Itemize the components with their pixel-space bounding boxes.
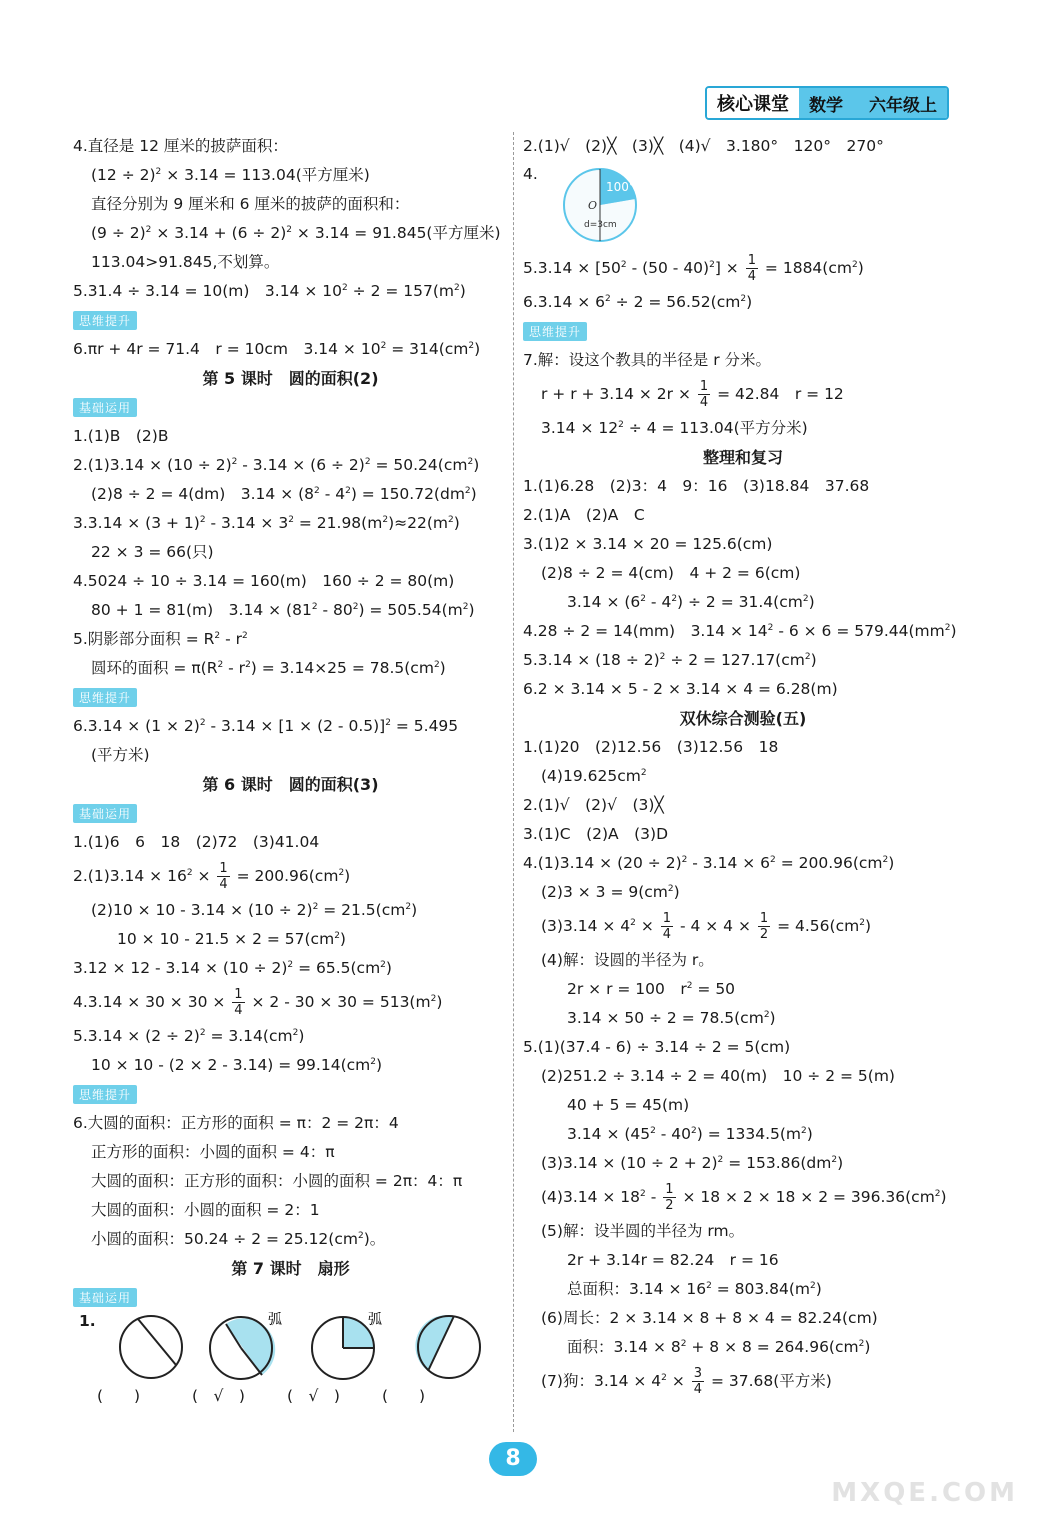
circle-figure-1 (116, 1312, 186, 1382)
answer-line: 5.31.4 ÷ 3.14 = 10(m) $3.14 \times 10^2 \div 2 = 157(m^2)$ (73, 282, 466, 300)
fraction: $\frac{1}{4}$ (747, 253, 756, 284)
arc-label: 弧 (267, 1312, 282, 1328)
section-badge: 思维提升 (73, 683, 508, 712)
answer-line: r + r + 3.14 × 2r × $\frac{1}{4}$ = 42.84 r = 12 (541, 379, 844, 410)
answer-line: (7)狗：$3.14 \times 4^2$ × $\frac{3}{4}$ = 37.68(平方米) (541, 1366, 832, 1397)
question-number: 1. (79, 1312, 96, 1330)
section-badge: 思维提升 (523, 317, 963, 346)
answer-line: $2.(1)3.14 \times 16^2$ × $\frac{1}{4}$ = $200.96(cm^2)$ (73, 861, 351, 892)
answer-line: 1.(1)6.28 (2)3：4 9：16 (3)18.84 37.68 (523, 477, 870, 495)
answer-line: $5.3.14 \times (18 \div 2)^2 \div 2 = 127.17(cm^2)$ (523, 651, 817, 669)
answer-line: (2)251.2 ÷ 3.14 ÷ 2 = 40(m) 10 ÷ 2 = 5(m) (541, 1067, 895, 1085)
left-column (73, 132, 508, 1411)
answer-line: 2r × r = 100 $r^2 = 50$ (567, 980, 736, 998)
answer-line: (4)解：设圆的半径为 r。 (541, 951, 714, 969)
answer-line: 6.大圆的面积：正方形的面积 = π：2 = 2π：4 (73, 1114, 399, 1132)
answer-line: $(9 \div 2)^2 \times 3.14 + (6 \div 2)^2 \times 3.14 = 91.845$(平方厘米) (91, 224, 501, 242)
answer-line: 5.阴影部分面积 = $R^2 - r^2$ (73, 630, 248, 648)
answer-blank: ( √ ) (287, 1387, 340, 1405)
answer-line: 大圆的面积：正方形的面积：小圆的面积 = 2π：4：π (91, 1172, 463, 1190)
column-divider (513, 132, 514, 1432)
subject-grade-bar (799, 88, 947, 118)
answer-line: (6)周长：2 × 3.14 × 8 + 8 × 4 = 82.24(cm) (541, 1309, 878, 1327)
answer-line: $(2)3 \times 3 = 9(cm^2)$ (541, 883, 680, 901)
answer-line: 22 × 3 = 66(只) (91, 543, 214, 561)
lesson-title: 第 7 课时 扇形 (231, 1259, 350, 1278)
answer-line: (2)8 ÷ 2 = 4(dm) $3.14 \times (8^2 - 4^2) = 150.72(dm^2)$ (91, 485, 477, 503)
answer-line: 总面积：$3.14 \times 16^2 = 803.84(m^2)$ (567, 1280, 822, 1298)
answer-blank: ( √ ) (192, 1387, 245, 1405)
grade-label: 六年级上 (869, 95, 937, 116)
answer-line: 1.(1)20 (2)12.56 (3)12.56 18 (523, 738, 779, 756)
answer-line: 正方形的面积：小圆的面积 = 4：π (91, 1143, 335, 1161)
answer-line: $10 \times 10 - (2 \times 2 - 3.14) = 99.14(cm^2)$ (91, 1056, 383, 1074)
section-title: 整理和复习 (702, 448, 783, 467)
question-number: 4. (523, 165, 538, 183)
watermark: MXQE.COM (831, 1478, 1018, 1508)
answer-line: 6.πr + 4r = 71.4 r = 10cm $3.14 \times 10^2 = 314(cm^2)$ (73, 340, 481, 358)
answer-line: 40 + 5 = 45(m) (567, 1096, 690, 1114)
lesson-title: 第 5 课时 圆的面积(2) (202, 369, 379, 388)
sector-figures (73, 1312, 508, 1382)
answer-line: $(4)19.625cm^2$ (541, 767, 647, 785)
answer-line: 2.(1)A (2)A C (523, 506, 645, 524)
center-label: O (587, 199, 597, 212)
answer-line: $(3)3.14 \times 4^2$ × $\frac{1}{4}$ - 4 × 4 × $\frac{1}{2}$ = $4.56(cm^2)$ (541, 911, 871, 942)
section-badge: 基础运用 (73, 1283, 508, 1312)
answer-line: $(3)3.14 \times (10 \div 2 + 2)^2 = 153.86(dm^2)$ (541, 1154, 844, 1172)
fraction: $\frac{1}{2}$ (665, 1182, 674, 1213)
right-column (523, 132, 963, 1401)
sector-figure-3 (310, 1312, 394, 1382)
fraction: $\frac{1}{4}$ (662, 911, 672, 942)
answer-line: $5.3.14 \times (2 \div 2)^2 = 3.14(cm^2)$ (73, 1027, 305, 1045)
answer-line: 4.直径是 12 厘米的披萨面积： (73, 137, 288, 155)
answer-line: $6.3.14 \times (1 \times 2)^2 - 3.14 \times [1 \times (2 - 0.5)]^2 = 5.495$ (73, 717, 459, 735)
section-badge: 基础运用 (73, 799, 508, 828)
answer-line: (2)8 ÷ 2 = 4(cm) 4 + 2 = 6(cm) (541, 564, 801, 582)
answer-line: (平方米) (91, 746, 150, 764)
answer-line: 7.解：设这个教具的半径是 r 分米。 (523, 351, 772, 369)
answer-line: (5)解：设半圆的半径为 rm。 (541, 1222, 745, 1240)
section-badge: 思维提升 (73, 306, 508, 335)
lesson-title: 第 6 课时 圆的面积(3) (202, 775, 379, 794)
answer-blank: ( ) (97, 1387, 141, 1405)
answer-line: $3.14 \times (45^2 - 40^2) = 1334.5(m^2)$ (567, 1125, 813, 1143)
answer-line: 113.04>91.845,不划算。 (91, 253, 280, 271)
answer-line: $3.14 \times (6^2 - 4^2) \div 2 = 31.4(cm^2)$ (567, 593, 815, 611)
page-header (705, 86, 949, 120)
answer-line: 直径分别为 9 厘米和 6 厘米的披萨的面积和： (91, 195, 410, 213)
answer-line: $3.3.14 \times (3 + 1)^2 - 3.14 \times 3^2 = 21.98(m^2)\approx 22(m^2)$ (73, 514, 460, 532)
series-title: 核心课堂 (707, 88, 799, 118)
fraction: $\frac{1}{4}$ (699, 379, 709, 410)
angle-label: 100° (605, 180, 635, 194)
answer-line: $(4)3.14 \times 18^2$ - $\frac{1}{2}$ × $18 \times 2 \times 18 \times 2 = 396.36(cm^2)$ (541, 1182, 947, 1213)
answer-row (73, 1382, 508, 1411)
answer-line: 圆环的面积 = $\pi(R^2 - r^2) = 3.14\times 25 = 78.5(cm^2)$ (91, 659, 446, 677)
fraction: $\frac{1}{4}$ (219, 861, 228, 892)
sector-figure-2 (206, 1312, 290, 1382)
answer-blank: ( ) (382, 1387, 426, 1405)
answer-line: 小圆的面积：$50.24 \div 2 = 25.12(cm^2)$。 (91, 1230, 386, 1248)
answer-line: 80 + 1 = 81(m) $3.14 \times (81^2 - 80^2) = 505.54(m^2)$ (91, 601, 475, 619)
answer-line: $(2)10 \times 10 - 3.14 \times (10 \div 2)^2 = 21.5(cm^2)$ (91, 901, 418, 919)
fraction: $\frac{1}{2}$ (759, 911, 769, 942)
section-badge: 思维提升 (73, 1080, 508, 1109)
answer-line: 5.(1)(37.4 - 6) ÷ 3.14 ÷ 2 = 5(cm) (523, 1038, 791, 1056)
section-title: 双休综合测验(五) (679, 709, 807, 728)
answer-line: $3.14 \times 50 \div 2 = 78.5(cm^2)$ (567, 1009, 776, 1027)
answer-line: $4.(1)3.14 \times (20 \div 2)^2 - 3.14 \times 6^2 = 200.96(cm^2)$ (523, 854, 895, 872)
answer-line: 面积：$3.14 \times 8^2 + 8 \times 8 = 264.96(cm^2)$ (567, 1338, 871, 1356)
answer-line: $6.3.14 \times 6^2 \div 2 = 56.52(cm^2)$ (523, 293, 753, 311)
answer-line: $3.14 \times 12^2 \div 4 = 113.04$(平方分米) (541, 419, 808, 437)
answer-line: 4.5024 ÷ 10 ÷ 3.14 = 160(m) 160 ÷ 2 = 80(m) (73, 572, 455, 590)
answer-line: 4.28 ÷ 2 = 14(mm) $3.14 \times 14^2 - 6 \times 6 = 579.44(mm^2)$ (523, 622, 957, 640)
answer-line: 大圆的面积：小圆的面积 = 2：1 (91, 1201, 320, 1219)
answer-line: 2.(1)√ (2)╳ (3)╳ (4)√ 3.180° 120° 270° (523, 137, 884, 155)
subject-label: 数学 (809, 95, 843, 116)
fraction: $\frac{1}{4}$ (234, 987, 243, 1018)
arc-label: 弧 (367, 1312, 382, 1328)
answer-line: $2.(1)3.14 \times (10 \div 2)^2 - 3.14 \times (6 \div 2)^2 = 50.24(cm^2)$ (73, 456, 480, 474)
answer-line: 1.(1)6 6 18 (2)72 (3)41.04 (73, 833, 320, 851)
fraction: $\frac{3}{4}$ (693, 1366, 703, 1397)
page-number: 8 (489, 1442, 537, 1476)
answer-line: $(12 \div 2)^2 \times 3.14 = 113.04$(平方厘米) (91, 166, 370, 184)
answer-line: 3.(1)C (2)A (3)D (523, 825, 669, 843)
answer-line: $3.12 \times 12 - 3.14 \times (10 \div 2)^2 = 65.5(cm^2)$ (73, 959, 392, 977)
circle-100-degree-figure (556, 163, 644, 247)
answer-line: 1.(1)B (2)B (73, 427, 169, 445)
answer-line: $10 \times 10 - 21.5 \times 2 = 57(cm^2)$ (117, 930, 346, 948)
answer-line: 2r + 3.14r = 82.24 r = 16 (567, 1251, 779, 1269)
answer-line: 6.2 × 3.14 × 5 - 2 × 3.14 × 4 = 6.28(m) (523, 680, 838, 698)
answer-line: $5.3.14 \times [50^2 - (50 - 40)^2]$ × $\frac{1}{4}$ = $1884(cm^2)$ (523, 253, 864, 284)
answer-line: 2.(1)√ (2)√ (3)╳ (523, 796, 664, 814)
diameter-label: d=3cm (583, 220, 617, 230)
section-badge: 基础运用 (73, 393, 508, 422)
answer-line: 4.3.14 × 30 × 30 × $\frac{1}{4}$ × $2 - 30 \times 30 = 513(m^2)$ (73, 987, 443, 1018)
circle-figure-4 (414, 1312, 484, 1382)
answer-line: 3.(1)2 × 3.14 × 20 = 125.6(cm) (523, 535, 773, 553)
pie-figure-row (523, 161, 963, 249)
